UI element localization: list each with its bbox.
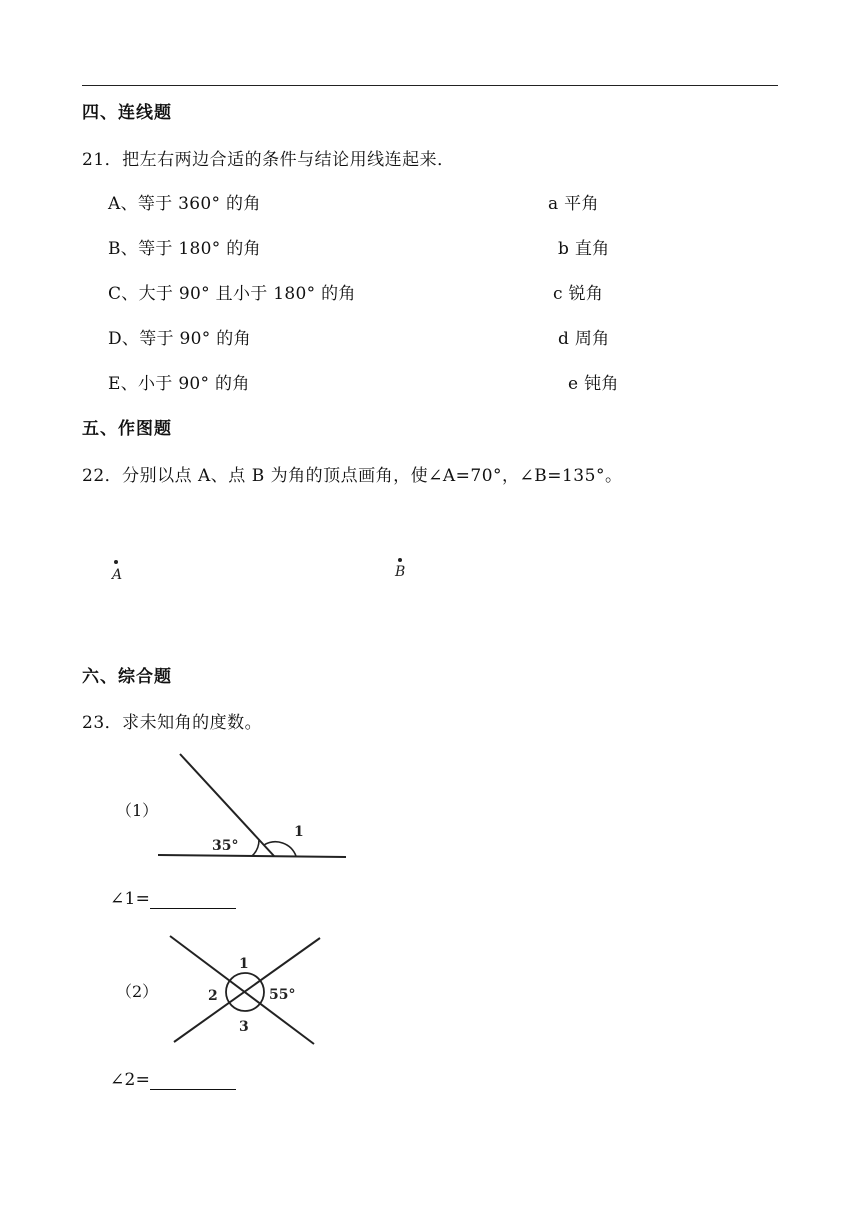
q23-part1-answer-prefix: ∠1=: [110, 889, 151, 909]
angle-35-label: 35°: [212, 838, 239, 854]
q21-left-item-a: A、等于 360° 的角: [108, 194, 261, 214]
header-rule: [82, 85, 778, 86]
q23-part2-figure: [168, 932, 326, 1048]
angle-2-label: 2: [208, 988, 218, 1004]
point-b-label: B: [395, 564, 406, 580]
question-22-stem: 22．分别以点 A、点 B 为角的顶点画角，使∠A=70°，∠B=135°。: [82, 466, 623, 486]
q21-left-item-d: D、等于 90° 的角: [108, 329, 251, 349]
q23-part1-label: （1）: [116, 801, 159, 820]
point-a-label: A: [112, 567, 123, 583]
q23-part2-label: （2）: [116, 982, 159, 1001]
section-five-title: 五、作图题: [82, 419, 172, 439]
q21-right-item-e: e 钝角: [568, 374, 619, 394]
q21-right-item-b: b 直角: [558, 239, 610, 259]
point-b-figure: [390, 552, 414, 584]
q23-part1-answer-blank[interactable]: [150, 892, 236, 909]
section-four-title: 四、连线题: [82, 103, 172, 123]
angle-1-label: 1: [239, 956, 249, 972]
q23-part2-answer-prefix: ∠2=: [110, 1070, 151, 1090]
angle-35-arc: [252, 840, 259, 856]
point-b-dot: [398, 558, 402, 562]
section-six-title: 六、综合题: [82, 667, 172, 687]
angle-55-label: 55°: [269, 987, 296, 1003]
point-a-figure: [108, 552, 132, 584]
point-a-dot: [114, 560, 118, 564]
q21-left-item-c: C、大于 90° 且小于 180° 的角: [108, 284, 356, 304]
q21-right-item-a: a 平角: [548, 194, 599, 214]
q23-part1-answer: [110, 889, 236, 909]
q21-right-item-d: d 周角: [558, 329, 610, 349]
q23-part1-figure: [158, 752, 348, 862]
angle-3-label: 3: [239, 1019, 249, 1035]
question-21-stem: 21．把左右两边合适的条件与结论用线连起来．: [82, 150, 455, 170]
q21-left-item-e: E、小于 90° 的角: [108, 374, 250, 394]
q23-part2-answer: [110, 1070, 236, 1090]
q23-part2-answer-blank[interactable]: [150, 1073, 236, 1090]
q21-right-item-c: c 锐角: [553, 284, 604, 304]
angle-1-label: 1: [294, 824, 304, 840]
question-23-stem: 23．求未知角的度数。: [82, 713, 263, 733]
q21-left-item-b: B、等于 180° 的角: [108, 239, 261, 259]
